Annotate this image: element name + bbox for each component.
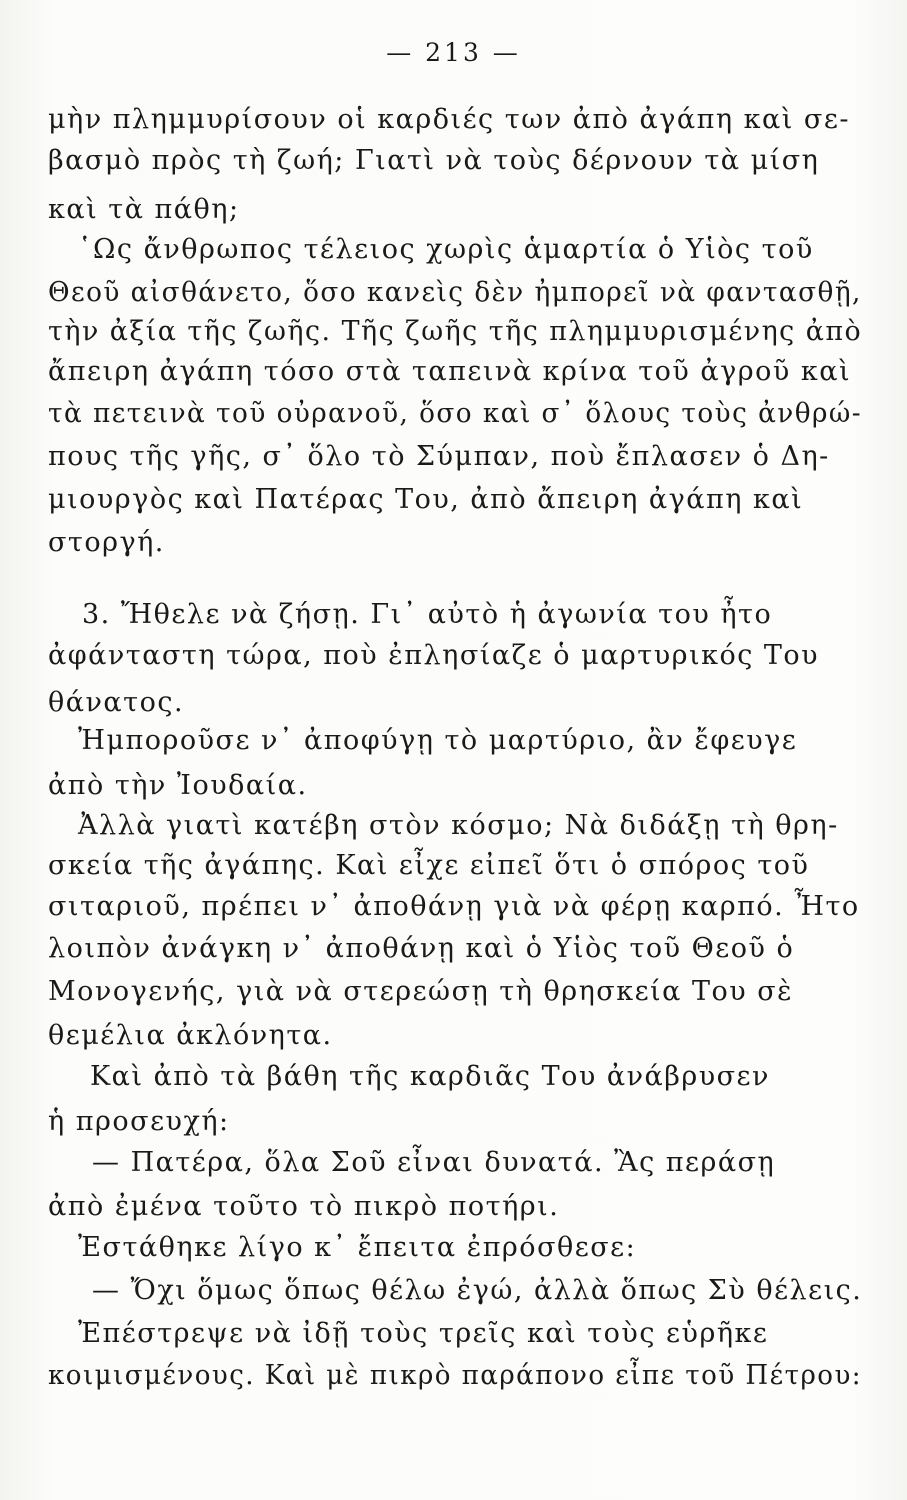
text-line: — Ὄχι ὅμως ὅπως θέλω ἐγώ, ἀλλὰ ὅπως Σὺ θέλεις. [92, 1275, 863, 1306]
text-line: Καὶ ἀπὸ τὰ βάθη τῆς καρδιᾶς Του ἀνάβρυσεν [90, 1061, 770, 1092]
text-line: ἡ προσευχή: [48, 1106, 230, 1137]
text-line: μιουργὸς καὶ Πατέρας Του, ἀπὸ ἄπειρη ἀγάπη καὶ [48, 484, 804, 515]
text-line: — Πατέρα, ὅλα Σοῦ εἶναι δυνατά. Ἂς περάσῃ [92, 1147, 776, 1178]
page-number: — 213 — [386, 38, 521, 67]
text-line: τὴν ἀξία τῆς ζωῆς. Τῆς ζωῆς τῆς πλημμυρισμένης ἀπὸ [48, 316, 863, 347]
text-line: σιταριοῦ, πρέπει ν᾽ ἀποθάνῃ γιὰ νὰ φέρῃ καρπό. Ἦτο [48, 891, 860, 922]
text-line: Ἐστάθηκε λίγο κ᾽ ἔπειτα ἐπρόσθεσε: [78, 1232, 637, 1263]
text-line: ἀπὸ τὴν Ἰουδαία. [48, 770, 308, 801]
text-line: θεμέλια ἀκλόνητα. [48, 1020, 333, 1051]
text-line: Ἐπέστρεψε νὰ ἰδῇ τοὺς τρεῖς καὶ τοὺς εὑρῆκε [78, 1318, 769, 1349]
text-line: τὰ πετεινὰ τοῦ οὐρανοῦ, ὅσο καὶ σ᾽ ὅλους τοὺς ἀνθρώ- [48, 398, 863, 429]
text-line: θάνατος. [48, 687, 185, 718]
text-line: κοιμισμένους. Καὶ μὲ πικρὸ παράπονο εἶπε τοῦ Πέτρου: [48, 1360, 863, 1391]
text-line: Μονογενής, γιὰ νὰ στερεώσῃ τὴ θρησκεία Του σὲ [48, 976, 794, 1007]
text-line: Ἠμποροῦσε ν᾽ ἀποφύγῃ τὸ μαρτύριο, ἂν ἔφευγε [78, 725, 798, 756]
text-line: ἀφάνταστη τώρα, ποὺ ἐπλησίαζε ὁ μαρτυρικός Του [48, 640, 820, 671]
text-line: λοιπὸν ἀνάγκη ν᾽ ἀποθάνῃ καὶ ὁ Υἱὸς τοῦ Θεοῦ ὁ [48, 933, 795, 964]
text-line: πους τῆς γῆς, σ᾽ ὅλο τὸ Σύμπαν, ποὺ ἔπλασεν ὁ Δη- [48, 441, 830, 472]
text-line: σκεία τῆς ἀγάπης. Καὶ εἶχε εἰπεῖ ὅτι ὁ σπόρος τοῦ [48, 850, 810, 881]
text-line: καὶ τὰ πάθη; [48, 194, 240, 225]
text-line: Ἀλλὰ γιατὶ κατέβη στὸν κόσμο; Νὰ διδάξῃ τὴ θρη- [78, 810, 839, 841]
text-line: στοργή. [48, 527, 165, 558]
text-line: 3. Ἤθελε νὰ ζήσῃ. Γι᾽ αὐτὸ ἡ ἀγωνία του ἦτο [82, 599, 773, 630]
text-line: ἄπειρη ἀγάπη τόσο στὰ ταπεινὰ κρίνα τοῦ ἀγροῦ καὶ [48, 356, 852, 387]
text-line: βασμὸ πρὸς τὴ ζωή; Γιατὶ νὰ τοὺς δέρνουν τὰ μίση [48, 145, 820, 176]
text-line: Θεοῦ αἰσθάνετο, ὅσο κανεὶς δὲν ἠμπορεῖ νὰ φαντασθῇ, [48, 277, 862, 308]
text-line: ἀπὸ ἐμένα τοῦτο τὸ πικρὸ ποτήρι. [48, 1191, 560, 1222]
text-line: μὴν πλημμυρίσουν οἱ καρδιές των ἀπὸ ἀγάπη καὶ σε- [48, 104, 850, 135]
text-line: ῾Ως ἄνθρωπος τέλειος χωρὶς ἁμαρτία ὁ Υἱὸς τοῦ [78, 234, 814, 265]
